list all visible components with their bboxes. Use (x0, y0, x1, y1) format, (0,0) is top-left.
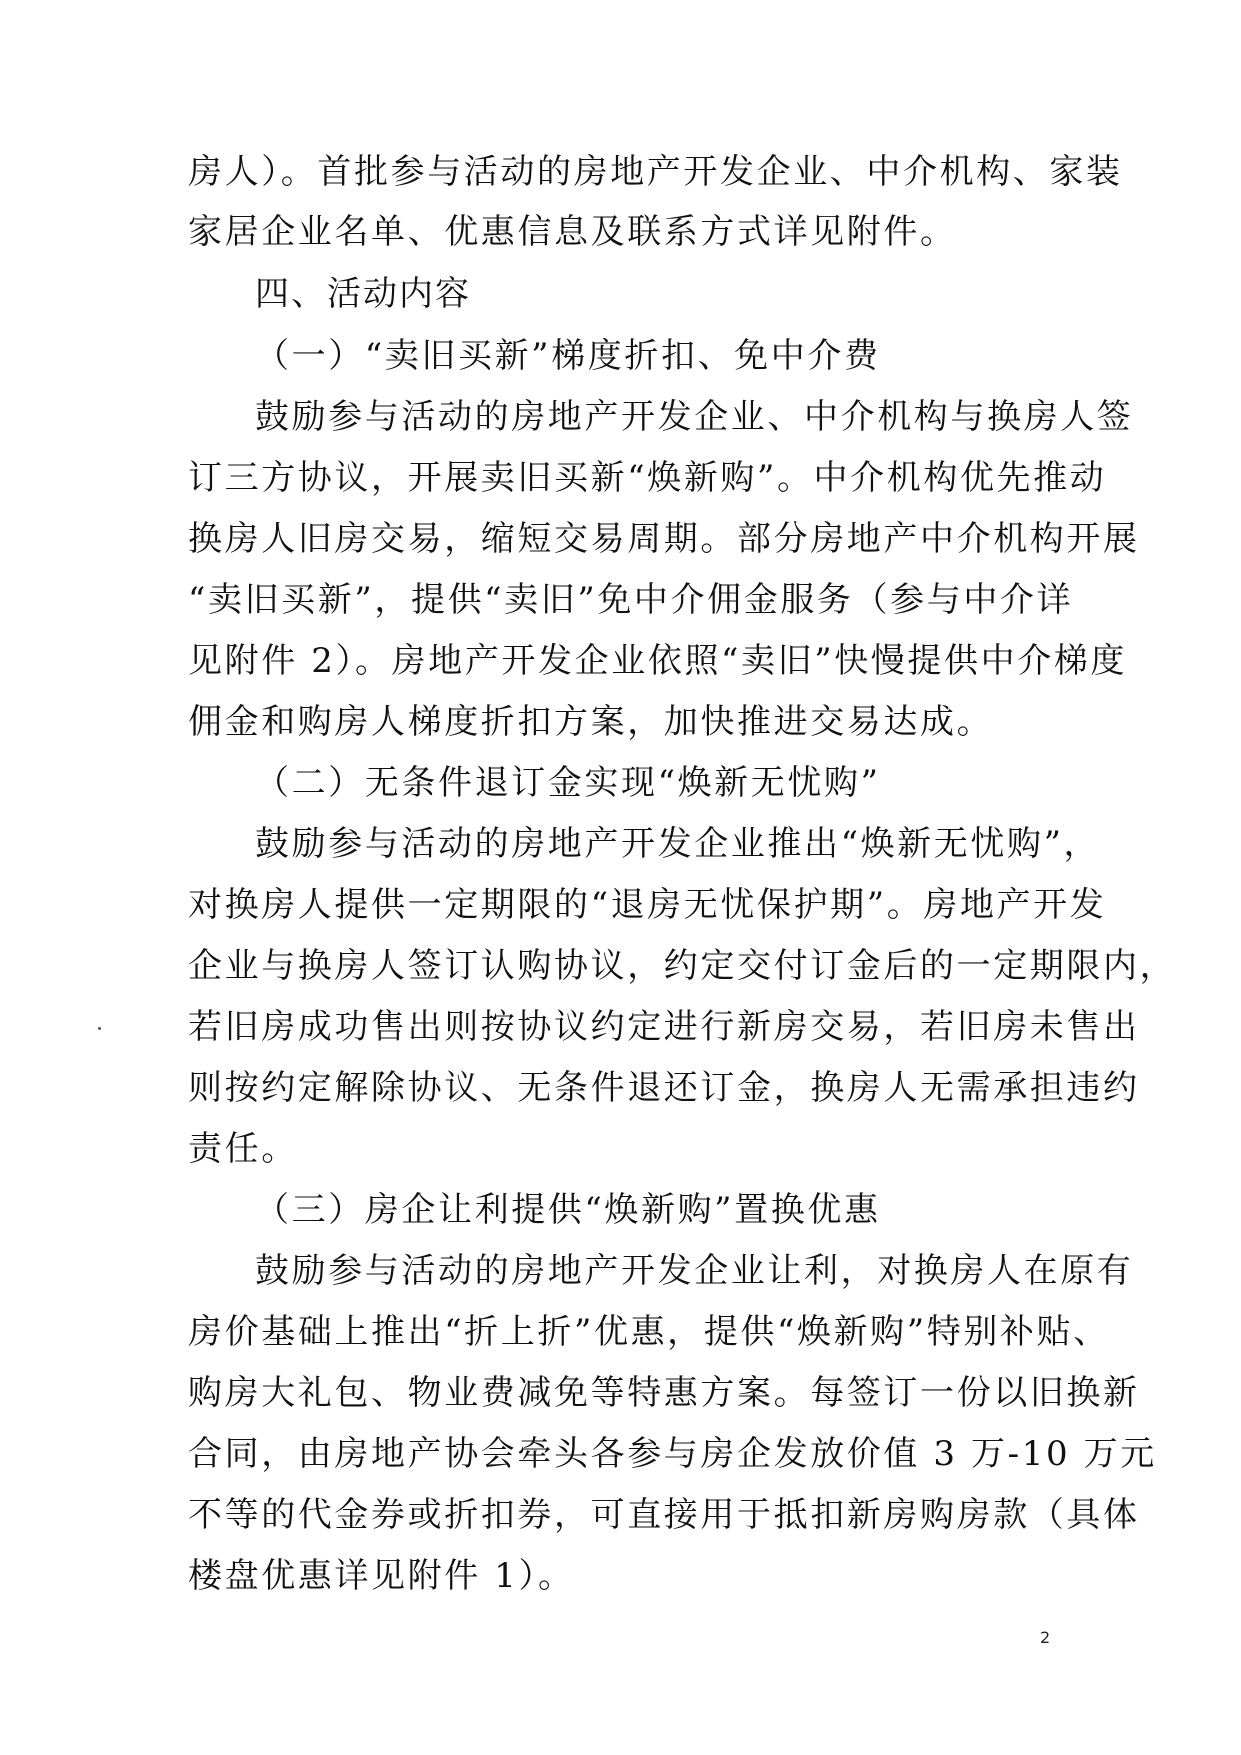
paragraph-line: 见附件 2）。房地产开发企业依照“卖旧”快慢提供中介梯度 (188, 641, 1128, 681)
paragraph-line: 家居企业名单、优惠信息及联系方式详见附件。 (188, 212, 957, 252)
scan-speck (98, 1027, 101, 1030)
paragraph-line: 鼓励参与活动的房地产开发企业、中介机构与换房人签 (255, 397, 1134, 437)
paragraph-line: 购房大礼包、物业费减免等特惠方案。每签订一份以旧换新 (188, 1373, 1140, 1413)
paragraph-line: 则按约定解除协议、无条件退还订金，换房人无需承担违约 (188, 1068, 1140, 1108)
paragraph-line: 若旧房成功售出则按协议约定进行新房交易，若旧房未售出 (188, 1007, 1140, 1047)
paragraph-line: 责任。 (188, 1129, 298, 1169)
paragraph-line: 企业与换房人签订认购协议，约定交付订金后的一定期限内， (188, 946, 1177, 986)
subsection-heading: （三）房企让利提供“焕新购”置换优惠 (255, 1190, 881, 1230)
paragraph-line: 对换房人提供一定期限的“退房无忧保护期”。房地产开发 (188, 885, 1107, 925)
subsection-heading: （二）无条件退订金实现“焕新无忧购” (255, 763, 881, 803)
page-number: 2 (1040, 1628, 1051, 1647)
paragraph-line: 不等的代金券或折扣券，可直接用于抵扣新房购房款（具体 (188, 1495, 1140, 1535)
paragraph-line: 鼓励参与活动的房地产开发企业让利，对换房人在原有 (255, 1251, 1134, 1291)
paragraph-line: 订三方协议，开展卖旧买新“焕新购”。中介机构优先推动 (188, 458, 1107, 498)
paragraph-line: 合同，由房地产协会牵头各参与房企发放价值 3 万-10 万元 (188, 1434, 1157, 1474)
paragraph-line: 换房人旧房交易，缩短交易周期。部分房地产中介机构开展 (188, 519, 1140, 559)
paragraph-line: “卖旧买新”，提供“卖旧”免中介佣金服务（参与中介详 (188, 580, 1074, 620)
paragraph-line: 鼓励参与活动的房地产开发企业推出“焕新无忧购”， (255, 824, 1101, 864)
paragraph-line: 房人）。首批参与活动的房地产开发企业、中介机构、家装 (188, 152, 1123, 192)
paragraph-line: 房价基础上推出“折上折”优惠，提供“焕新购”特别补贴、 (188, 1312, 1110, 1352)
paragraph-line: 楼盘优惠详见附件 1）。 (188, 1556, 575, 1596)
section-heading: 四、活动内容 (255, 274, 471, 314)
subsection-heading: （一）“卖旧买新”梯度折扣、免中介费 (255, 336, 881, 376)
paragraph-line: 佣金和购房人梯度折扣方案，加快推进交易达成。 (188, 702, 994, 742)
